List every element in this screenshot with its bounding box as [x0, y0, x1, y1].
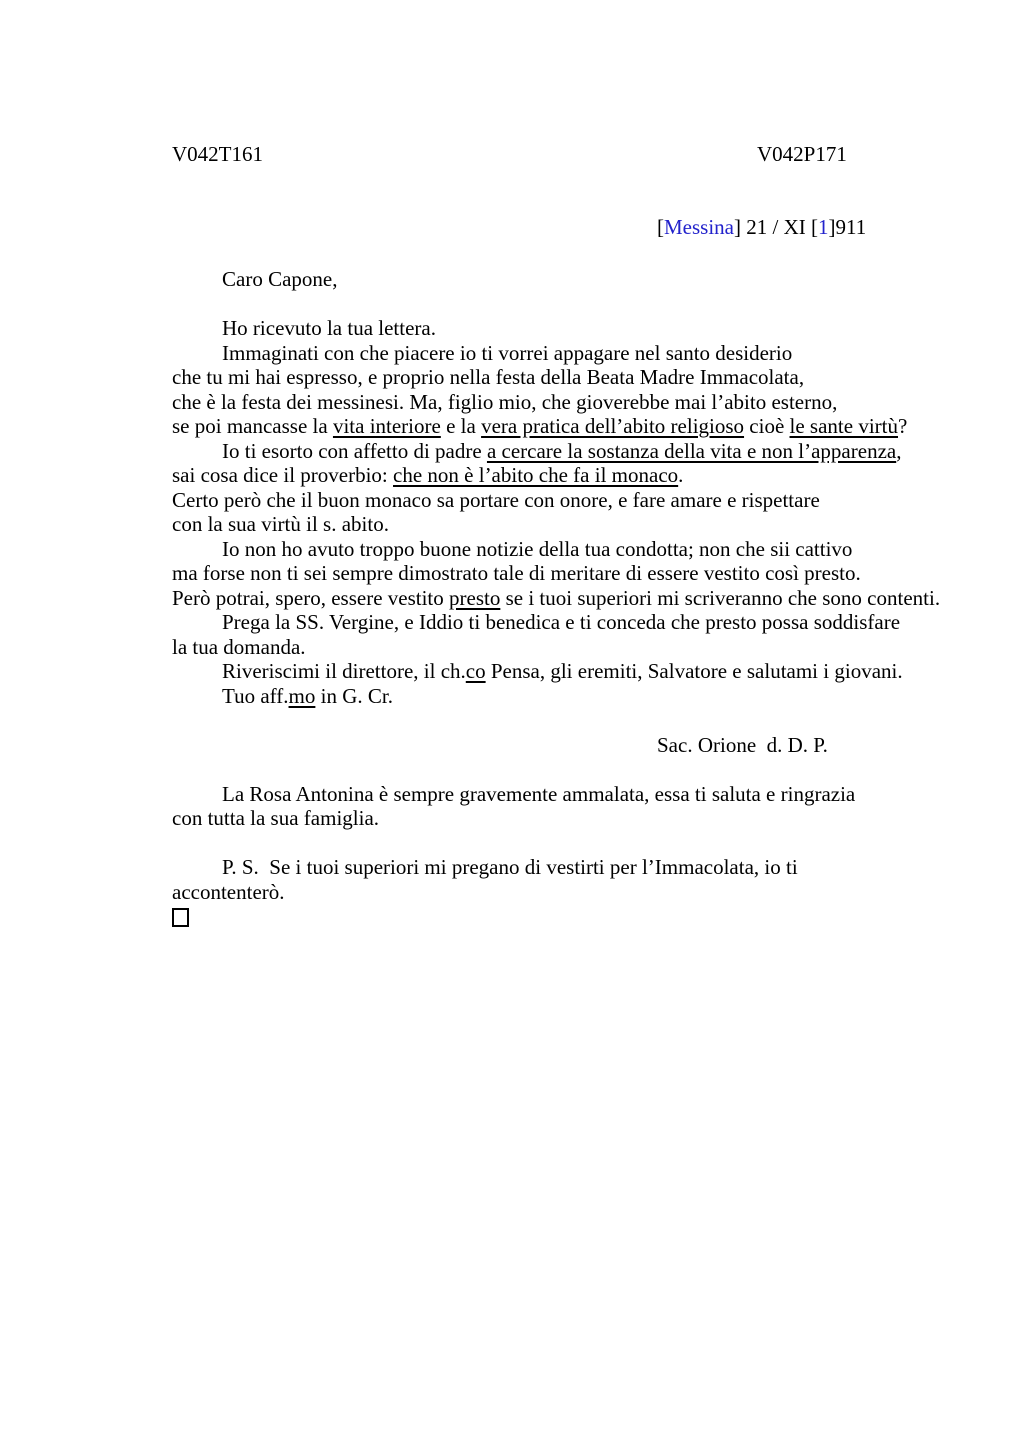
text-run: Immaginati con che piacere io ti vorrei appagare nel santo desiderio: [222, 340, 793, 365]
missing-glyph-line: [172, 904, 972, 929]
underlined-text-run: le sante virtù: [789, 414, 898, 438]
underlined-text-run: co: [465, 659, 486, 683]
dateline-day-month: ] 21 / XI [: [734, 215, 818, 239]
text-run: e la: [440, 414, 482, 438]
letter-line: [172, 365, 972, 390]
letter-line: [172, 414, 972, 439]
letter-line: [172, 782, 972, 807]
text-run: con la sua virtù il s. abito.: [172, 512, 389, 536]
letter-line: [172, 855, 972, 880]
underlined-text-run: vita interiore: [332, 414, 441, 438]
dateline-year: ]911: [828, 215, 867, 239]
header-left-code: V042T161: [172, 142, 263, 166]
blank-line: [172, 831, 972, 856]
signature-line: [172, 733, 972, 758]
underlined-text-run: mo: [288, 683, 316, 708]
text-run: P. S. Se i tuoi superiori mi pregano di vestirti per l’Immacolata, io ti: [222, 855, 798, 879]
text-run: che tu mi hai espresso, e proprio nella festa della Beata Madre Immacolata,: [172, 365, 805, 389]
empty-box-glyph: [172, 908, 189, 927]
letter-body: [172, 267, 972, 929]
underlined-text-run: che non è l’abito che fa il monaco: [393, 463, 679, 487]
text-run: cioè: [744, 414, 790, 438]
letter-line: [172, 512, 972, 537]
blank-line: [172, 292, 972, 317]
letter-line: [172, 586, 972, 611]
underlined-text-run: presto: [449, 585, 501, 610]
dateline: [657, 215, 866, 240]
text-run: Prega la SS. Vergine, e Iddio ti benedica e ti conceda che presto possa soddisfare: [222, 610, 901, 634]
text-run: se poi mancasse la: [172, 414, 333, 438]
header-right-code: V042P171: [757, 142, 847, 166]
text-run: Sac. Orione d. D. P.: [657, 732, 828, 757]
text-run: Riveriscimi il direttore, il ch.: [222, 659, 466, 683]
text-run: ,: [896, 438, 902, 463]
letter-line: [172, 439, 972, 464]
underlined-text-run: a cercare la sostanza della vita e non l’apparenza: [486, 438, 897, 463]
text-run: La Rosa Antonina è sempre gravemente ammalata, essa ti saluta e ringrazia: [222, 781, 856, 806]
letter-line: [172, 561, 972, 586]
letter-line: [172, 806, 972, 831]
text-run: Però potrai, spero, essere vestito: [172, 585, 450, 610]
letter-line: [172, 610, 972, 635]
letter-line: [172, 488, 972, 513]
text-run: ?: [898, 414, 908, 438]
text-run: che è la festa dei messinesi. Ma, figlio mio, che gioverebbe mai l’abito esterno,: [172, 389, 838, 414]
letter-line: [172, 463, 972, 488]
dateline-bracket-open: [: [657, 215, 664, 239]
text-run: Caro Capone,: [222, 267, 338, 291]
text-run: con tutta la sua famiglia.: [172, 806, 380, 830]
letter-line: [172, 635, 972, 660]
letter-line: [172, 341, 972, 366]
text-run: accontenterò.: [172, 879, 285, 904]
blank-line: [172, 757, 972, 782]
letter-line: [172, 659, 972, 684]
dateline-place: Messina: [664, 215, 734, 239]
letter-line: [172, 316, 972, 341]
text-run: .: [678, 463, 684, 487]
text-run: Pensa, gli eremiti, Salvatore e salutami i giovani.: [485, 659, 903, 683]
letter-line: [172, 537, 972, 562]
text-run: Io non ho avuto troppo buone notizie della tua condotta; non che sii cattivo: [222, 536, 853, 561]
letter-line: [172, 267, 972, 292]
text-run: sai cosa dice il proverbio:: [172, 463, 394, 487]
text-run: in G. Cr.: [315, 683, 393, 708]
dateline-year-insertion: 1: [817, 215, 829, 239]
text-run: se i tuoi superiori mi scriveranno che sono contenti.: [500, 585, 941, 610]
letter-line: [172, 684, 972, 709]
letter-line: [172, 880, 972, 905]
text-run: Ho ricevuto la tua lettera.: [222, 316, 436, 340]
text-run: la tua domanda.: [172, 634, 306, 659]
text-run: Tuo aff.: [222, 683, 289, 708]
blank-line: [172, 708, 972, 733]
letter-line: [172, 390, 972, 415]
underlined-text-run: vera pratica dell’abito religioso: [481, 414, 745, 438]
text-run: ma forse non ti sei sempre dimostrato tale di meritare di essere vestito così presto.: [172, 561, 861, 585]
text-run: Certo però che il buon monaco sa portare con onore, e fare amare e rispettare: [172, 487, 820, 512]
text-run: Io ti esorto con affetto di padre: [222, 438, 487, 463]
